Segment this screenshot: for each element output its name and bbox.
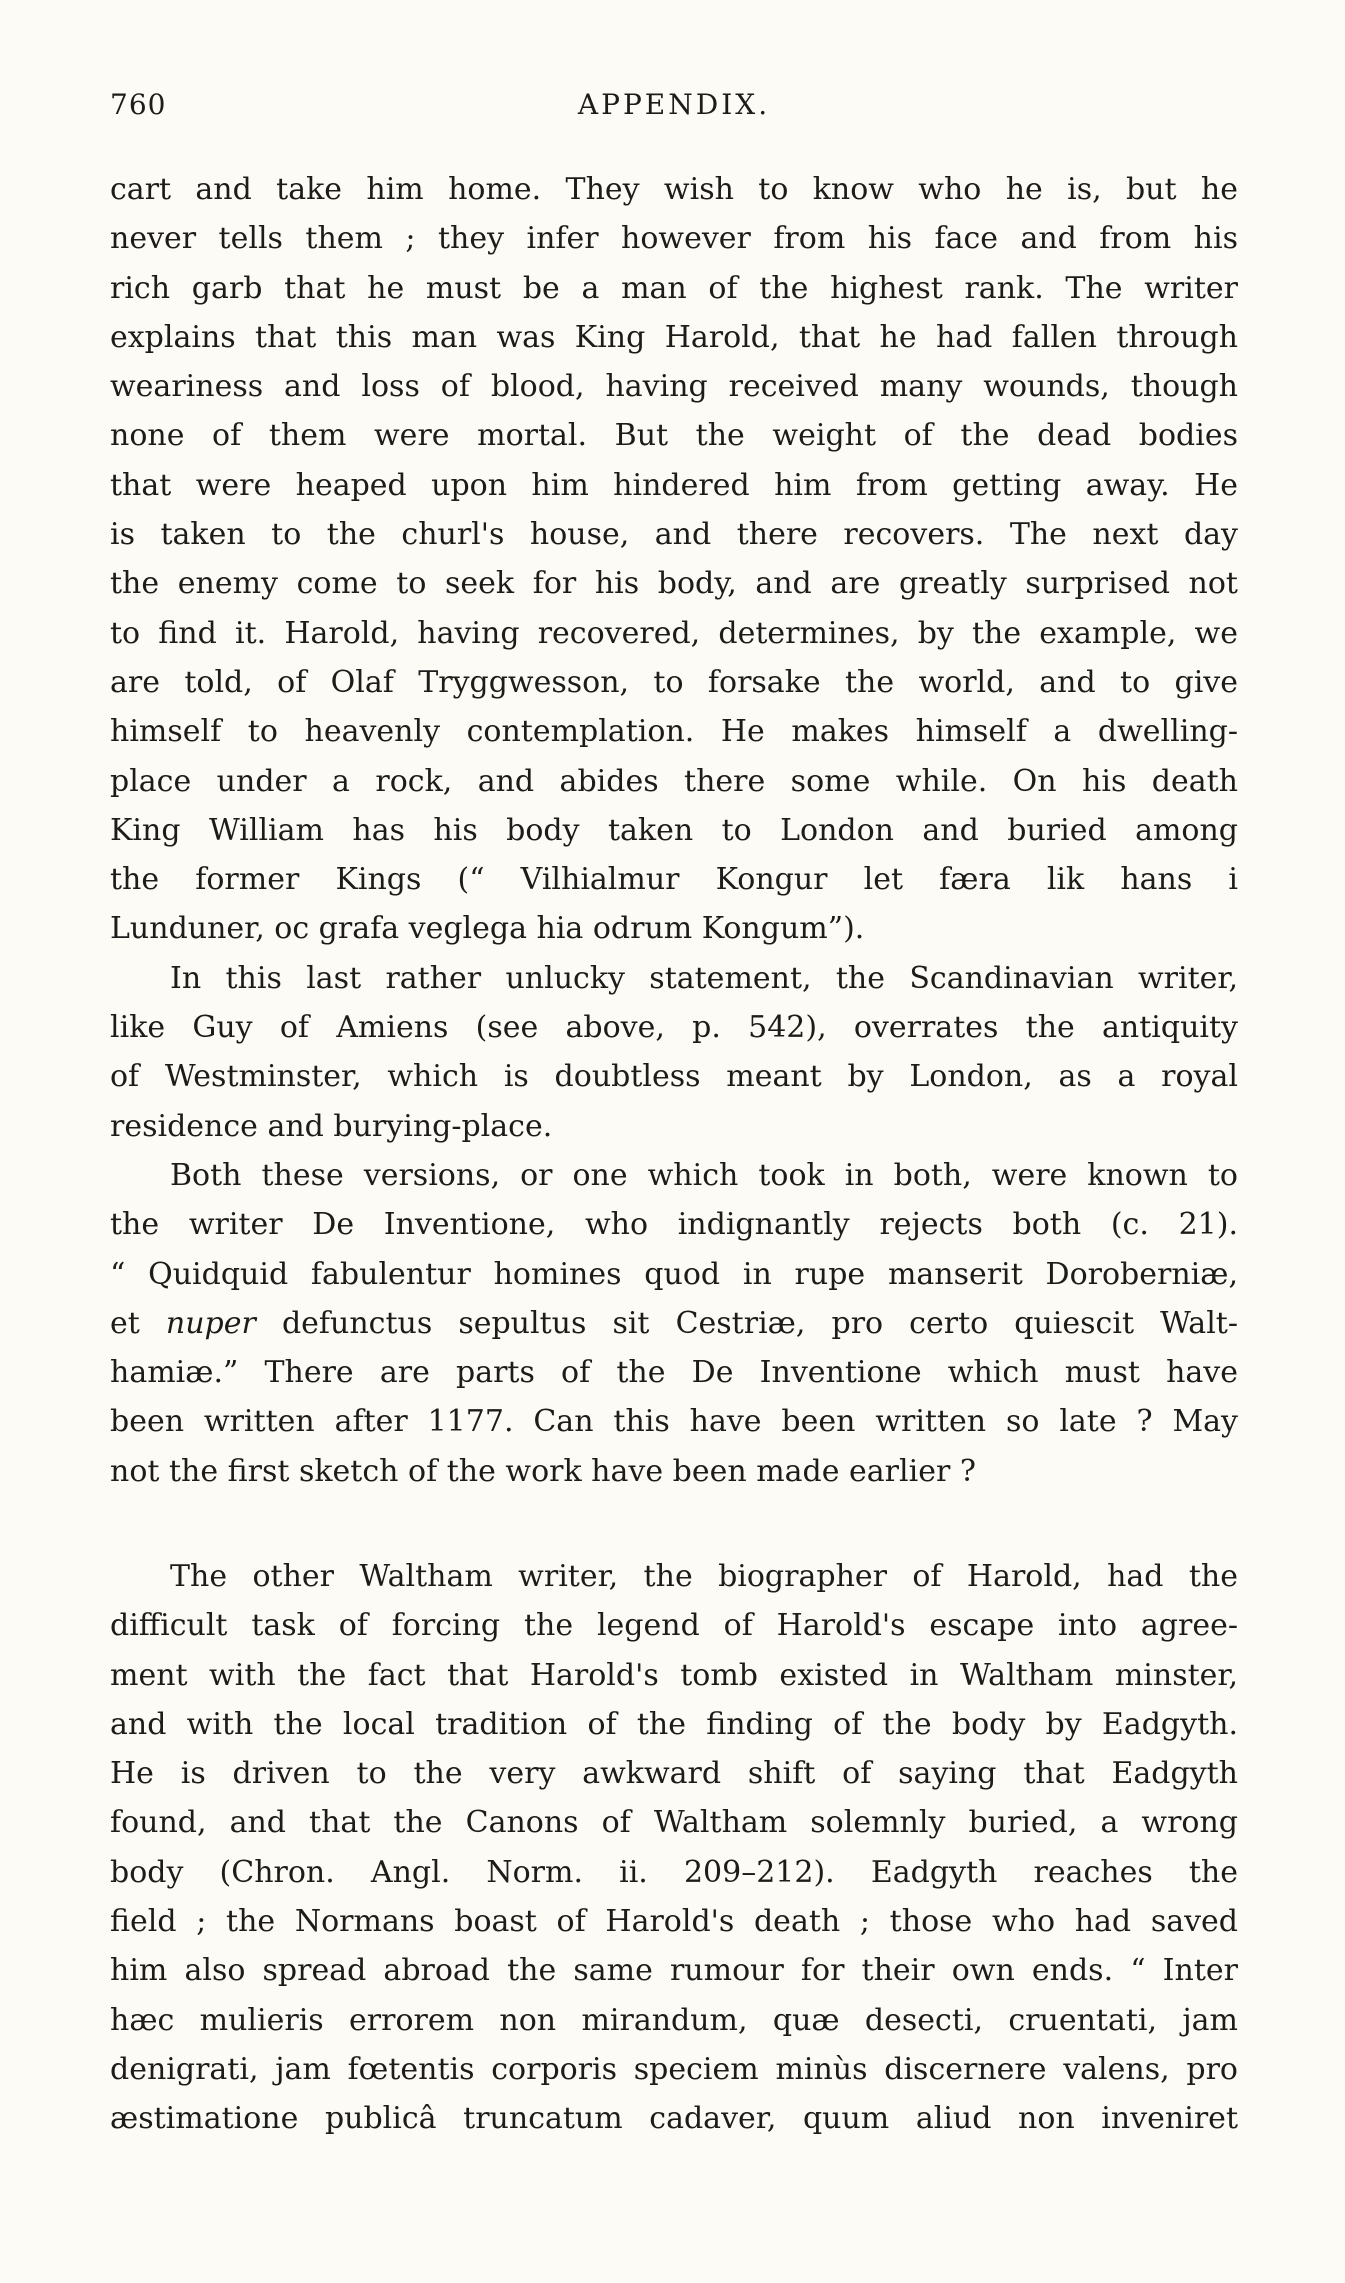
text-line: not the first sketch of the work have been made earlier ? bbox=[110, 1453, 976, 1489]
text-line: is taken to the churl's house, and there recovers. The next day bbox=[110, 517, 1238, 553]
text-line: explains that this man was King Harold, that he had fallen through bbox=[110, 319, 1238, 355]
text-line: weariness and loss of blood, having received many wounds, though bbox=[110, 369, 1238, 405]
running-head bbox=[110, 88, 1238, 132]
text-line: place under a rock, and abides there some while. On his death bbox=[110, 763, 1238, 799]
text-run: et bbox=[110, 1305, 166, 1341]
text-line: field ; the Normans boast of Harold's death ; those who had saved bbox=[110, 1904, 1238, 1940]
page-number: 760 bbox=[110, 88, 167, 121]
text-line-with-italic bbox=[110, 1299, 1238, 1348]
text-line: rich garb that he must be a man of the highest rank. The writer bbox=[110, 270, 1238, 306]
text-line: been written after 1177. Can this have been written so late ? May bbox=[110, 1404, 1238, 1440]
text-line: are told, of Olaf Tryggwesson, to forsake the world, and to give bbox=[110, 664, 1238, 700]
text-line: found, and that the Canons of Waltham solemnly buried, a wrong bbox=[110, 1805, 1238, 1841]
text-line: the writer De Inventione, who indignantly rejects both (c. 21). bbox=[110, 1207, 1238, 1243]
text-line: difficult task of forcing the legend of Harold's escape into agree- bbox=[110, 1608, 1238, 1644]
italic-word: nuper bbox=[165, 1305, 256, 1341]
text-line: residence and burying-place. bbox=[110, 1108, 553, 1144]
text-line: “ Quidquid fabulentur homines quod in rupe manserit Doroberniæ, bbox=[110, 1256, 1238, 1292]
text-line: none of them were mortal. But the weight of the dead bodies bbox=[110, 418, 1238, 454]
section-title: APPENDIX. bbox=[577, 88, 771, 121]
text-line: ment with the fact that Harold's tomb existed in Waltham minster, bbox=[110, 1657, 1238, 1693]
text-line: like Guy of Amiens (see above, p. 542), overrates the antiquity bbox=[110, 1010, 1238, 1046]
text-line: the enemy come to seek for his body, and are greatly surprised not bbox=[110, 566, 1238, 602]
text-line: the former Kings (“ Vilhialmur Kongur let færa lik hans i bbox=[110, 862, 1238, 898]
text-block-second bbox=[110, 1552, 1238, 2144]
text-line: æstimatione publicâ truncatum cadaver, quum aliud non inveniret bbox=[110, 2101, 1238, 2137]
text-line: hæc mulieris errorem non mirandum, quæ desecti, cruentati, jam bbox=[110, 2002, 1238, 2038]
text-line: him also spread abroad the same rumour for their own ends. “ Inter bbox=[110, 1953, 1238, 1989]
text-line: and with the local tradition of the finding of the body by Eadgyth. bbox=[110, 1706, 1238, 1742]
text-run: defunctus sepultus sit Cestriæ, pro certo quiescit Walt- bbox=[281, 1305, 1238, 1341]
text-line: hamiæ.” There are parts of the De Inventione which must have bbox=[110, 1355, 1238, 1391]
text-line: denigrati, jam fœtentis corporis speciem minùs discernere valens, pro bbox=[110, 2051, 1238, 2087]
text-line: to find it. Harold, having recovered, determines, by the example, we bbox=[110, 615, 1238, 651]
text-line: King William has his body taken to London and buried among bbox=[110, 812, 1238, 848]
text-line: He is driven to the very awkward shift of saying that Eadgyth bbox=[110, 1756, 1238, 1792]
text-line: body (Chron. Angl. Norm. ii. 209–212). Eadgyth reaches the bbox=[110, 1854, 1238, 1890]
text-line: of Westminster, which is doubtless meant by London, as a royal bbox=[110, 1059, 1238, 1095]
text-line: himself to heavenly contemplation. He makes himself a dwelling- bbox=[110, 714, 1238, 750]
text-line: In this last rather unlucky statement, the Scandinavian writer, bbox=[170, 960, 1238, 996]
text-line: Lunduner, oc grafa veglega hia odrum Kongum”). bbox=[110, 911, 865, 947]
text-block-main bbox=[110, 165, 1238, 1496]
text-line: Both these versions, or one which took in both, were known to bbox=[170, 1157, 1238, 1193]
text-line: that were heaped upon him hindered him from getting away. He bbox=[110, 467, 1238, 503]
text-line: cart and take him home. They wish to know who he is, but he bbox=[110, 172, 1238, 207]
text-line: The other Waltham writer, the biographer of Harold, had the bbox=[170, 1559, 1238, 1594]
text-line: never tells them ; they infer however from his face and from his bbox=[110, 221, 1238, 257]
